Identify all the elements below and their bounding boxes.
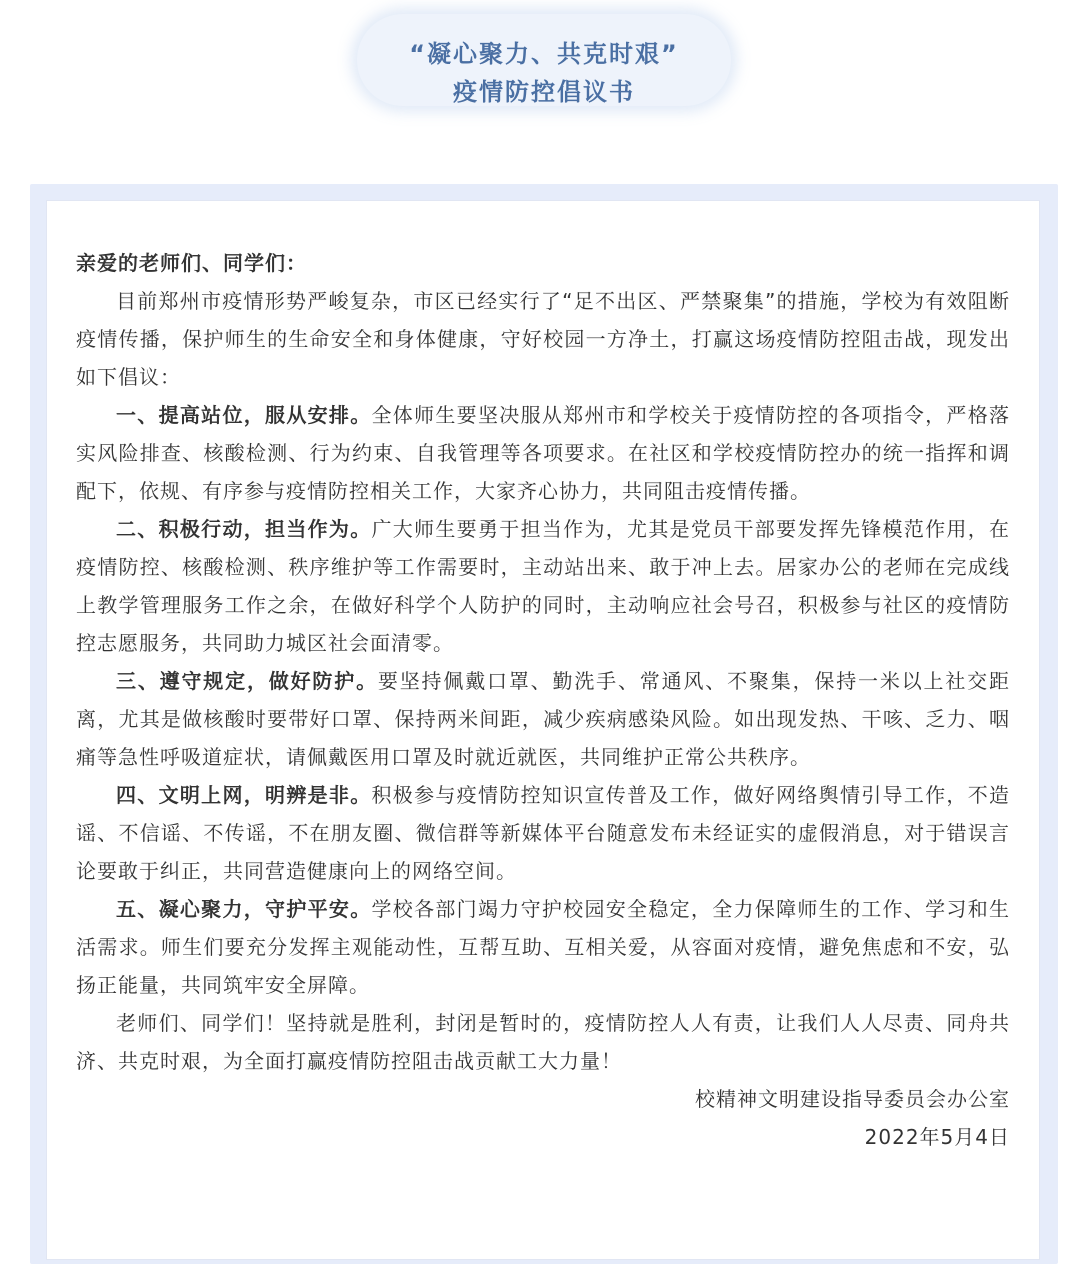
letter-body <box>76 244 1010 1156</box>
proposal-item-2 <box>76 510 1010 662</box>
title-line-2: 疫情防控倡议书 <box>453 78 635 106</box>
proposal-heading-4: 四、文明上网，明辨是非。 <box>116 783 372 807</box>
proposal-heading-5: 五、凝心聚力，守护平安。 <box>116 897 372 921</box>
proposal-body-5: 学校各部门竭力守护校园安全稳定，全力保障师生的工作、学习和生活需求。师生们要充分发挥主观能动性，互帮互助、互相关爱，从容面对疫情，避免焦虑和不安，弘扬正能量，共同筑牢安全屏障。 <box>76 897 1011 997</box>
proposal-heading-2: 二、积极行动，担当作为。 <box>116 517 372 541</box>
title-banner <box>357 14 731 106</box>
proposal-item-3 <box>76 662 1010 776</box>
date: 2022年5月4日 <box>864 1125 1010 1149</box>
proposal-heading-3: 三、遵守规定，做好防护。 <box>116 669 378 693</box>
title-line-1: “凝心聚力、共克时艰” <box>409 40 679 68</box>
proposal-item-4 <box>76 776 1010 890</box>
proposal-item-5 <box>76 890 1010 1004</box>
intro-paragraph: 目前郑州市疫情形势严峻复杂，市区已经实行了“足不出区、严禁聚集”的措施，学校为有效阻断疫情传播，保护师生的生命安全和身体健康，守好校园一方净土，打赢这场疫情防控阻击战，现发出如下倡议： <box>76 289 1010 389</box>
proposal-body-4: 积极参与疫情防控知识宣传普及工作，做好网络舆情引导工作，不造谣、不信谣、不传谣，不在朋友圈、微信群等新媒体平台随意发布未经证实的虚假消息，对于错误言论要敢于纠正，共同营造健康向上的网络空间。 <box>76 783 1011 883</box>
proposal-heading-1: 一、提高站位，服从安排。 <box>116 403 372 427</box>
salutation: 亲爱的老师们、同学们： <box>76 251 307 275</box>
proposal-body-1: 全体师生要坚决服从郑州市和学校关于疫情防控的各项指令，严格落实风险排查、核酸检测、行为约束、自我管理等各项要求。在社区和学校疫情防控办的统一指挥和调配下，依规、有序参与疫情防控相关工作，大家齐心协力，共同阻击疫情传播。 <box>76 403 1011 503</box>
signature: 校精神文明建设指导委员会办公室 <box>695 1087 1010 1111</box>
proposal-body-3: 要坚持佩戴口罩、勤洗手、常通风、不聚集，保持一米以上社交距离，尤其是做核酸时要带好口罩、保持两米间距，减少疾病感染风险。如出现发热、干咳、乏力、咽痛等急性呼吸道症状，请佩戴医用口罩及时就近就医，共同维护正常公共秩序。 <box>76 669 1011 769</box>
closing-paragraph: 老师们、同学们！坚持就是胜利，封闭是暂时的，疫情防控人人有责，让我们人人尽责、同舟共济、共克时艰，为全面打赢疫情防控阻击战贡献工大力量！ <box>76 1011 1010 1073</box>
proposal-item-1 <box>76 396 1010 510</box>
proposal-body-2: 广大师生要勇于担当作为，尤其是党员干部要发挥先锋模范作用，在疫情防控、核酸检测、秩序维护等工作需要时，主动站出来、敢于冲上去。居家办公的老师在完成线上教学管理服务工作之余，在做好科学个人防护的同时，主动响应社会号召，积极参与社区的疫情防控志愿服务，共同助力城区社会面清零。 <box>76 517 1011 655</box>
